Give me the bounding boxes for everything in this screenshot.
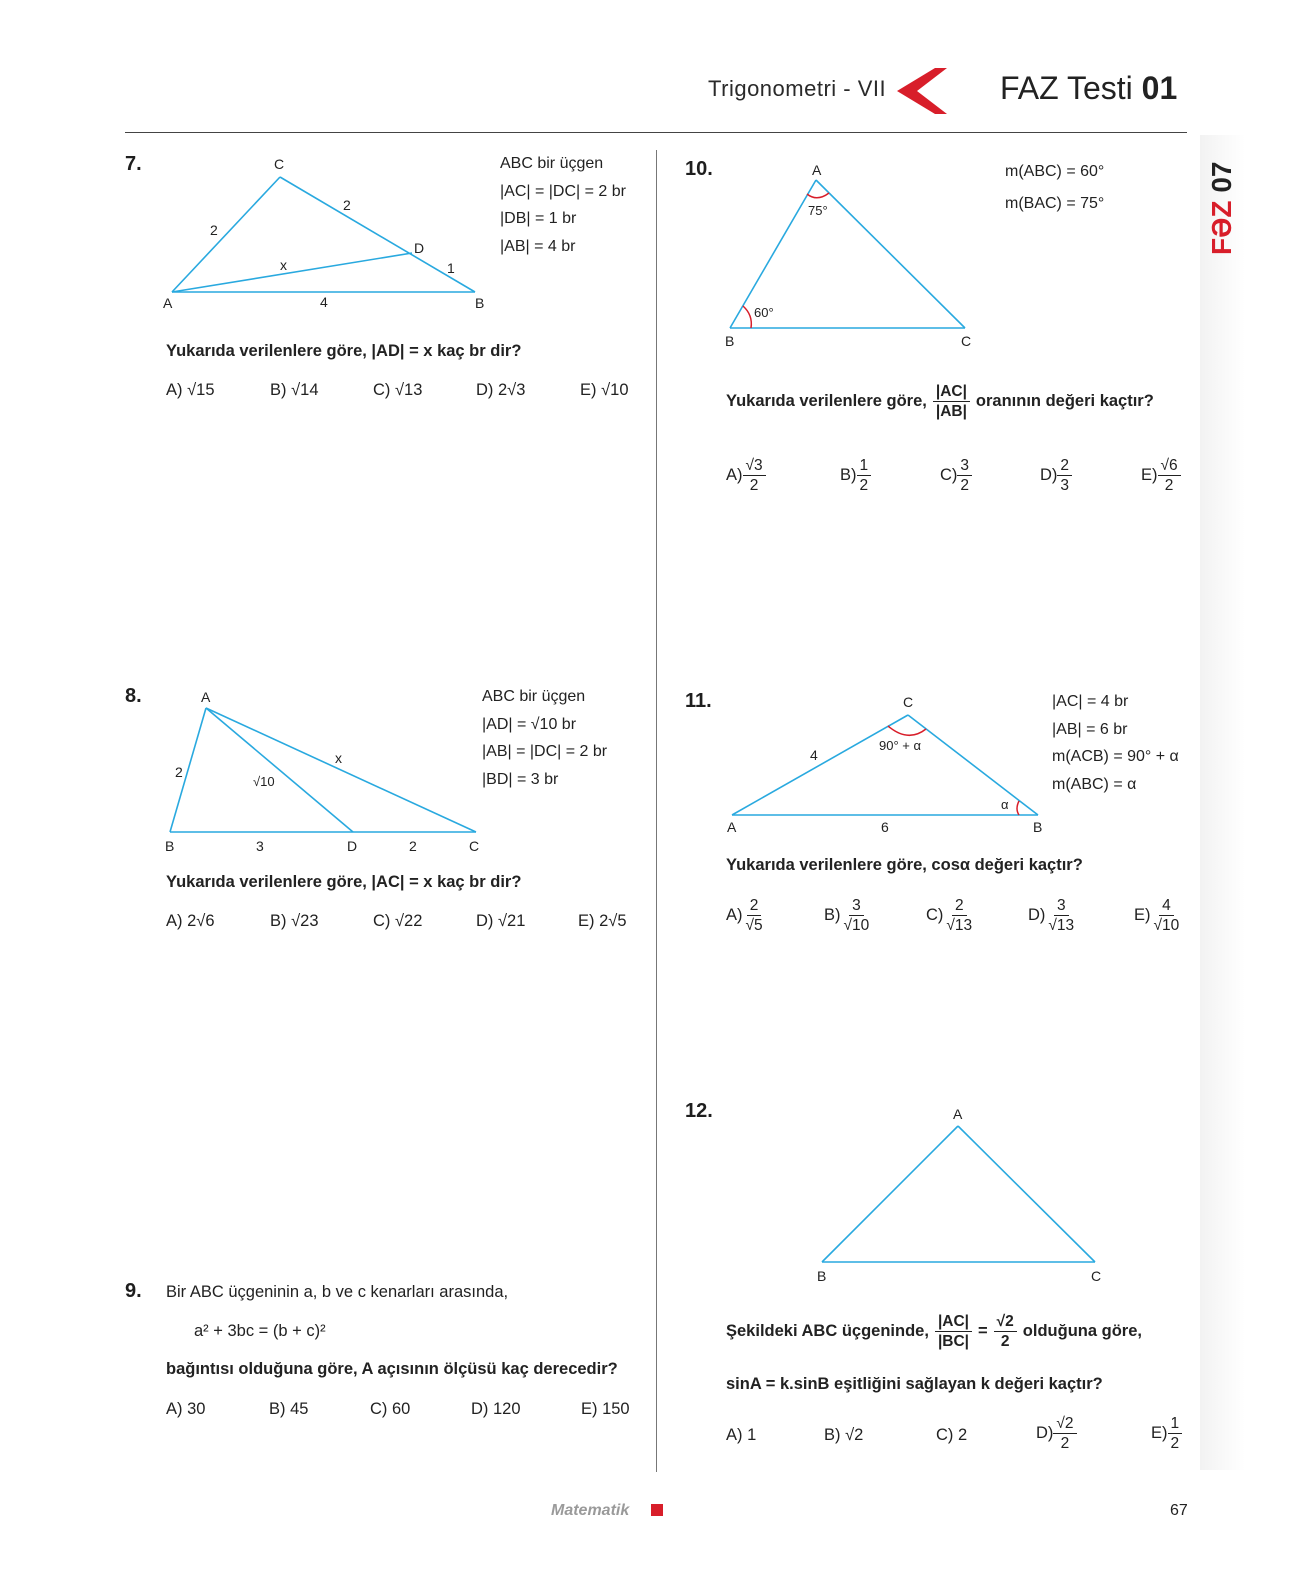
side-tab-number: 07	[1206, 161, 1237, 193]
q8-label-b: B	[165, 838, 175, 854]
q9-option-a[interactable]: A) 30	[166, 1400, 206, 1418]
option-letter: B) √2	[824, 1426, 864, 1444]
q8-label-ad: √10	[253, 774, 275, 789]
q7-option-c[interactable]: C) √13	[373, 381, 423, 399]
option-den: √5	[745, 917, 763, 935]
q8-label-dc: 2	[409, 838, 417, 854]
option-fraction	[743, 896, 766, 936]
q7-question: Yukarıda verilenlere göre, |AD| = x kaç br dir?	[166, 342, 522, 360]
q12-line1-post: olduğuna göre,	[1022, 1322, 1142, 1341]
column-divider	[656, 150, 657, 1472]
option-num: √6	[1158, 456, 1181, 476]
q12-line1-pre: Şekildeki ABC üçgeninde,	[726, 1322, 929, 1341]
q8-label-d: D	[347, 838, 358, 854]
q12-condition	[726, 1312, 1142, 1352]
q9-equation: a² + 3bc = (b + c)²	[194, 1322, 326, 1340]
q7-option-e[interactable]: E) √10	[580, 381, 629, 399]
header-topic: Trigonometri - VII	[708, 76, 887, 101]
q11-angle-b: α	[1001, 797, 1009, 812]
q10-label-b: B	[725, 333, 735, 349]
q7-number: 7.	[125, 153, 142, 175]
q10-figure	[720, 160, 980, 350]
q7-given	[500, 150, 626, 260]
q10-label-a: A	[812, 162, 822, 178]
q10-option-d[interactable]	[1040, 456, 1072, 496]
q9-question: bağıntısı olduğuna göre, A açısının ölçüsü kaç derecedir?	[166, 1360, 618, 1378]
q8-option-b[interactable]: B) √23	[270, 912, 319, 930]
q12-label-b: B	[817, 1268, 827, 1284]
option-letter: A) 1	[726, 1426, 757, 1444]
option-fraction	[743, 456, 766, 496]
option-fraction	[1158, 456, 1181, 496]
side-tab-label	[1206, 145, 1242, 255]
q10-number: 10.	[685, 158, 713, 180]
q10-option-b[interactable]	[840, 456, 871, 496]
q12-equals: =	[978, 1322, 988, 1341]
q7-label-ab: 4	[320, 294, 328, 310]
option-num: 3	[957, 456, 972, 476]
option-letter: C) 2	[936, 1426, 968, 1444]
q12-question: sinA = k.sinB eşitliğini sağlayan k değeri kaçtır?	[726, 1375, 1103, 1393]
q10-given-line: m(BAC) = 75°	[1005, 195, 1105, 212]
option-den: 2	[1060, 1435, 1070, 1453]
q12-option-d[interactable]	[1036, 1414, 1077, 1454]
q10-ratio-num: |AC|	[933, 382, 970, 402]
q11-figure	[720, 685, 1050, 840]
chevron-logo-icon	[897, 68, 947, 114]
option-num: √2	[1053, 1414, 1076, 1434]
option-letter: E)	[1151, 1424, 1168, 1443]
q8-given	[482, 683, 607, 793]
q7-label-c: C	[274, 156, 285, 172]
option-fraction	[943, 896, 975, 936]
q12-figure	[810, 1102, 1110, 1287]
test-number: 01	[1141, 70, 1178, 106]
option-letter: C)	[940, 466, 958, 485]
q9-option-d[interactable]: D) 120	[471, 1400, 521, 1418]
q12-label-a: A	[953, 1106, 963, 1122]
test-word: FAZ Testi	[1000, 70, 1133, 106]
q8-number: 8.	[125, 685, 142, 707]
option-num: 1	[1168, 1414, 1183, 1434]
q10-question	[726, 382, 1154, 422]
q11-label-c: C	[903, 694, 914, 710]
q11-option-e[interactable]	[1134, 896, 1182, 936]
q8-label-bd: 3	[256, 838, 264, 854]
option-letter: A)	[726, 906, 743, 925]
option-den: √10	[1153, 917, 1180, 935]
q12-option-e[interactable]	[1151, 1414, 1182, 1454]
q11-question: Yukarıda verilenlere göre, cosα değeri kaçtır?	[726, 856, 1083, 874]
side-tab	[1203, 145, 1243, 260]
page-number: 67	[1170, 1502, 1188, 1519]
q8-given-line: ABC bir üçgen	[482, 688, 586, 705]
q10-option-c[interactable]	[940, 456, 972, 496]
q7-given-line: |AC| = |DC| = 2 br	[500, 182, 626, 200]
option-letter: C)	[926, 906, 944, 925]
option-letter: A)	[726, 466, 743, 485]
q8-option-d[interactable]: D) √21	[476, 912, 526, 930]
q8-option-c[interactable]: C) √22	[373, 912, 423, 930]
q9-number: 9.	[125, 1280, 142, 1302]
q7-given-line: |DB| = 1 br	[500, 210, 577, 227]
q8-option-e[interactable]: E) 2√5	[578, 912, 627, 930]
option-fraction	[857, 456, 872, 496]
q10-options	[726, 456, 1196, 508]
option-num: 3	[849, 896, 864, 916]
q8-figure	[160, 680, 490, 855]
q11-label-b: B	[1033, 819, 1043, 835]
q8-label-ab: 2	[175, 764, 183, 780]
q10-angle-a: 75°	[808, 203, 828, 218]
q12-option-b[interactable]	[824, 1426, 863, 1445]
q11-option-a[interactable]	[726, 896, 766, 936]
q12-ratio-den: |BC|	[937, 1333, 970, 1351]
option-den: √10	[843, 917, 870, 935]
q7-label-cd: 2	[343, 197, 351, 213]
option-den: √13	[1048, 917, 1075, 935]
q7-label-b: B	[475, 295, 485, 311]
option-letter: E)	[1141, 466, 1158, 485]
option-letter: D)	[1036, 1424, 1054, 1443]
option-fraction	[1168, 1414, 1183, 1454]
q12-value	[994, 1312, 1017, 1352]
test-title	[1000, 70, 1177, 107]
q7-label-db: 1	[447, 260, 455, 276]
q11-label-ac: 4	[810, 747, 818, 763]
option-num: 2	[952, 896, 967, 916]
side-tab-brand: FƏZ	[1206, 200, 1237, 255]
q8-given-line: |AB| = |DC| = 2 br	[482, 743, 608, 760]
q11-given-line: |AB| = 6 br	[1052, 720, 1128, 738]
q12-value-den: 2	[1000, 1333, 1010, 1351]
q9-option-e[interactable]: E) 150	[581, 1400, 630, 1418]
q7-given-line: ABC bir üçgen	[500, 155, 604, 172]
q7-figure	[160, 155, 500, 315]
q10-question-post: oranının değeri kaçtır?	[975, 392, 1154, 411]
q7-label-a: A	[163, 295, 173, 311]
q12-label-c: C	[1091, 1268, 1102, 1284]
q9-option-b[interactable]: B) 45	[269, 1400, 309, 1418]
q11-angle-c: 90° + α	[879, 738, 921, 753]
q8-label-ac: x	[335, 750, 342, 766]
q11-option-d[interactable]	[1028, 896, 1077, 936]
header-rule	[125, 132, 1187, 133]
q11-label-ab: 6	[881, 819, 889, 835]
option-den: 3	[1060, 477, 1070, 495]
option-num: 3	[1054, 896, 1069, 916]
q8-label-a: A	[201, 689, 211, 705]
q10-ratio	[933, 382, 970, 422]
option-num: 1	[857, 456, 872, 476]
option-num: √3	[743, 456, 766, 476]
q11-option-b[interactable]	[824, 896, 872, 936]
option-letter: B)	[840, 466, 857, 485]
q10-given-line: m(ABC) = 60°	[1005, 163, 1105, 180]
q12-number: 12.	[685, 1100, 713, 1122]
q11-given	[1052, 688, 1179, 798]
q11-label-a: A	[727, 819, 737, 835]
q7-option-b[interactable]: B) √14	[270, 381, 319, 399]
q10-given	[1005, 156, 1104, 220]
q11-given-line: m(ABC) = α	[1052, 775, 1137, 793]
option-den: 2	[1164, 477, 1174, 495]
q10-angle-b: 60°	[754, 305, 774, 320]
option-fraction	[841, 896, 873, 936]
q7-option-d[interactable]: D) 2√3	[476, 381, 526, 399]
q10-label-c: C	[961, 333, 972, 349]
option-letter: B)	[824, 906, 841, 925]
q10-question-pre: Yukarıda verilenlere göre,	[726, 392, 927, 411]
q8-label-c: C	[469, 838, 480, 854]
q8-question: Yukarıda verilenlere göre, |AC| = x kaç br dir?	[166, 873, 522, 891]
q12-option-c[interactable]	[936, 1426, 967, 1445]
option-den: 2	[1170, 1435, 1180, 1453]
q8-given-line: |AD| = √10 br	[482, 715, 577, 733]
option-fraction	[1151, 896, 1183, 936]
option-letter: D)	[1040, 466, 1058, 485]
q12-options	[726, 1414, 1196, 1466]
q12-ratio-num: |AC|	[935, 1312, 972, 1332]
q11-given-line: |AC| = 4 br	[1052, 693, 1129, 710]
q7-label-d: D	[414, 240, 425, 256]
side-band	[1200, 135, 1245, 1470]
q11-options	[726, 896, 1196, 948]
option-den: √13	[946, 917, 973, 935]
option-den: 2	[859, 477, 869, 495]
q9-intro: Bir ABC üçgeninin a, b ve c kenarları arasında,	[166, 1283, 509, 1301]
q7-given-line: |AB| = 4 br	[500, 237, 576, 255]
q8-given-line: |BD| = 3 br	[482, 770, 559, 788]
q7-option-a[interactable]: A) √15	[166, 381, 215, 399]
q8-option-a[interactable]: A) 2√6	[166, 912, 215, 930]
option-fraction	[1045, 896, 1077, 936]
q7-label-ad: x	[280, 257, 287, 273]
option-num: 2	[747, 896, 762, 916]
q10-option-e[interactable]	[1141, 456, 1181, 496]
q11-option-c[interactable]	[926, 896, 975, 936]
option-num: 2	[1057, 456, 1072, 476]
option-den: 2	[749, 477, 759, 495]
q12-option-a[interactable]	[726, 1426, 756, 1445]
q12-ratio	[935, 1312, 972, 1352]
option-fraction	[1053, 1414, 1076, 1454]
option-letter: E)	[1134, 906, 1151, 925]
q11-given-line: m(ACB) = 90° + α	[1052, 748, 1179, 765]
footer-square-icon	[651, 1504, 663, 1516]
q11-number: 11.	[685, 690, 712, 712]
option-den: 2	[960, 477, 970, 495]
q10-option-a[interactable]	[726, 456, 766, 496]
q10-ratio-den: |AB|	[935, 403, 967, 421]
option-letter: D)	[1028, 906, 1046, 925]
q9-option-c[interactable]: C) 60	[370, 1400, 411, 1418]
option-fraction	[957, 456, 972, 496]
q7-label-ac: 2	[210, 222, 218, 238]
q12-value-num: √2	[994, 1312, 1017, 1332]
option-num: 4	[1159, 896, 1174, 916]
footer-subject: Matematik	[551, 1502, 630, 1519]
option-fraction	[1057, 456, 1072, 496]
